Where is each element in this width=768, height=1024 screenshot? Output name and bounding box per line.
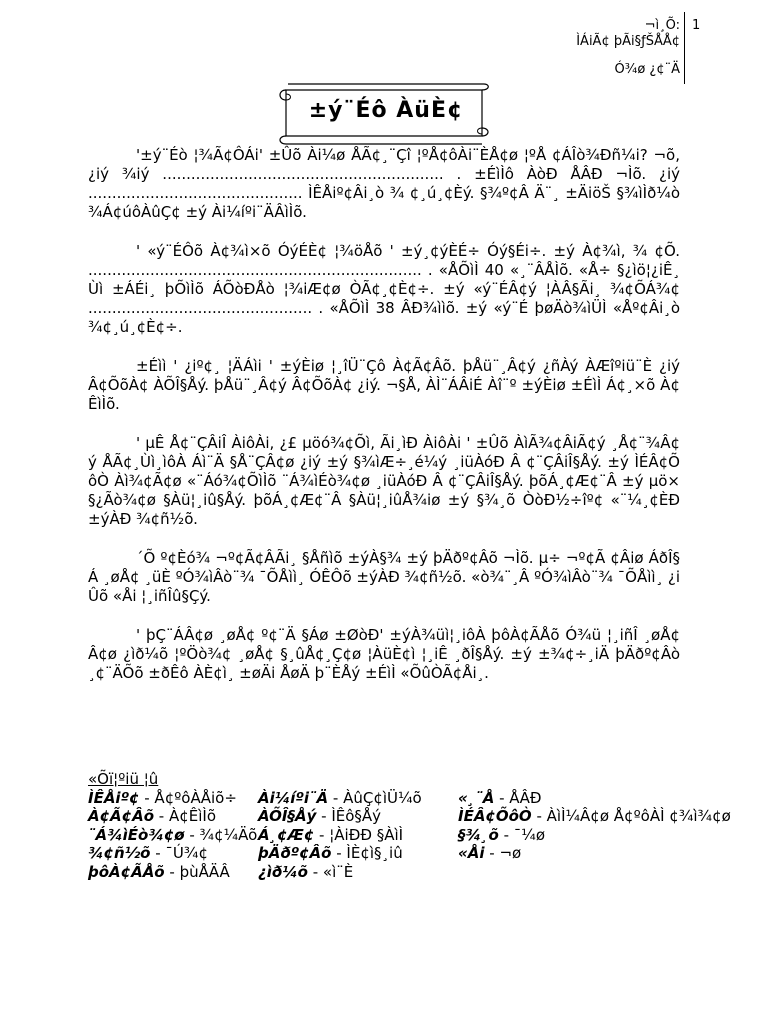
glossary-term: ¨Á¾ìÉò¾¢ø [88,825,185,844]
glossary-term: ¾¢ñ½õ [88,844,151,862]
header-class: Ó¾ø ¿¢¨Ä [614,62,680,77]
glossary-entry [88,863,258,882]
glossary-entry [258,863,458,882]
glossary-entry [458,826,658,845]
paragraph-6: ' þÇ¨ÁÂ¢ø ¸øÅ¢ º¢¨Ä §Áø ±ØòÐ' ±ýÀ¾üì¦¸iôÀ þôÀ¢ÃÅõ Ó¾ü ¦¸iñÎ ¸øÅ¢Â¢ø ¿ìð¼õ ¦ºÖò¾¢ ¸øÅ¢ §¸ûÅ¢¸Ç¢ø ¦ÀüÈ¢ì ¦¸iÊ ¸ðÎ§Åý. ±ý ±¾¢÷¸iÄ þÄðº¢Âò ¸¢¨ÄÕõ ±ðÊô ÀÈ¢ì¸ ±øÄi ÅøÄ þ¨ÈÅý ±ÉìÌ «ÕûÒÃ¢Åi¸. [88,626,680,682]
glossary-title: «Õï¦ºiü ¦û [88,770,159,788]
glossary-row [88,789,680,808]
glossary-entry [258,807,458,826]
glossary-entry [258,844,458,863]
paragraph-1: '±ý¨Éò ¦¾Ã¢ÔÁi' ±Ûõ Ài¼ø ÅÃ¢¸¨Çî ¦ºÅ¢ôÀi¨ÈÅ¢ø ¦ºÅ ¢ÁÎò¾Ðñ¼i? ¬õ, ¿iý ¾iý ........................................................... . ±ÉìÌô ÀòÐ ÅÂÐ ¬Ìõ. ¿iý ............................................. ÌÊÅiº¢Âi¸ò ¾ ¢¸ú¸¢Èý. §¾º¢Â Ä¨¸ ±ÄiöŠ §¾ìÌð¼ò ¾Á¢úôÀûÇ¢ ±ý Ài¼íºi¨ÄÂìÌõ. [88,146,680,221]
glossary-meaning: - Å¢ºôÀÅiõ÷ [139,788,237,807]
glossary-entry [88,807,258,826]
glossary-entry [458,807,731,826]
glossary [88,770,731,881]
glossary-term: «Åi [458,844,485,862]
glossary-term: þôÀ¢ÃÅõ [88,862,165,881]
glossary-rows [88,788,731,882]
glossary-term: ÀÕÎ§Åý [258,807,317,825]
glossary-meaning: - ¬ø [484,844,522,862]
glossary-row [88,826,680,845]
glossary-meaning: - ¦ÀiÐÐ §ÀìÌ [314,825,404,844]
paragraph-5: ´Õ º¢Èó¾ ¬º¢Ã¢ÂÃi¸ §Åñìõ ±ýÀ§¾ ±ý þÄðº¢Âõ ¬Ìõ. µ÷ ¬º¢Ã ¢Âiø ÁðÎ§Á ¸øÅ¢ ¸üÈ ºÓ¾ìÂò¨¾ ¯ÕÅìì¸ ÓÊÔõ ±ýÀÐ ¾¢ñ½õ. «ò¾¨¸Â ºÓ¾ìÂò¨¾ ¯ÕÅìì¸ ¿iÛõ «Åi ¦¸iñÎû§Çý. [88,549,680,605]
glossary-term: §¾¸õ [458,825,499,844]
glossary-entry [88,844,258,863]
glossary-term: À¢Ã¢Âõ [88,807,155,825]
glossary-term: Á¸¢Æ¢ [258,825,315,844]
glossary-meaning: - ÅÂÐ [494,788,542,807]
header-label: ¬ì¸Õ: [644,18,680,33]
glossary-entry [88,826,258,845]
glossary-entry [88,789,258,808]
glossary-term: Ài¼íºi¨Ä [258,788,329,807]
glossary-meaning: - ÀìÌ¼Â¢ø Å¢ºôÀÌ ¢¾ì¾¢ø [531,807,731,825]
glossary-meaning: - ÀûÇ¢ìÜ¼õ [328,788,422,807]
glossary-row [88,863,680,882]
page-header [440,18,680,78]
title-scroll [276,84,496,146]
paragraph-2: ' «ý¨ÉÔõ À¢¾ì×õ ÓýÉÈ¢ ¦¾öÅõ ' ±ý¸¢ýÈÉ÷ Óý§Éi÷. ±ý À¢¾ì, ¾ ¢Õ. ...................................................................... . «ÅÕìÌ 40 «¸¨ÂÅÌõ. «Å÷ §¿ìö¦¿iÊ¸Ùì ±ÁÉi¸ þÕìÌõ ÁÕòÐÅò ¦¾iÆ¢ø ÒÃ¢¸¢È¢÷. ±ý «ý¨ÉÂ¢ý ¦ÀÂ§Ãi¸ ¾¢ÕÁ¾¢ ............................................... . «ÅÕìÌ 38 ÂÐ¾ììõ. ±ý «ý¨É þøÄò¾ìÜÌ «Åº¢Âi¸ò ¾¢¸ú¸¢È¢÷. [88,242,680,336]
glossary-meaning: - ¾¢¼Äõ [184,825,258,844]
paragraph-3: ±Éìì ' ¿iº¢¸ ¦ÄÁìi ' ±ýÈiø ¦¸îÜ¨Çô À¢Ã¢Âõ. þÅü¨¸Â¢ý ¿ñÀý ÀÆîºiü¨È ¿iý Â¢ÕõÀ¢ ÀÕÎ§Åý. þÅü¨¸Â¢ý Â¢ÕõÀ¢ ¿iý. ¬§Å, ÀÌ¨ÁÂiÉ Àî¨º ±ýÈiø ±ÉìÌ Á¢¸×õ À¢ÊìÌõ. [88,357,680,413]
glossary-term: ÌÊÅiº¢ [88,788,140,807]
essay-body [88,146,680,703]
header-divider [684,12,685,84]
glossary-term: ¿ìð¼õ [258,862,308,881]
glossary-meaning: - «ì¨È [307,862,354,881]
glossary-entry [258,789,458,808]
glossary-meaning: - À¢ÊìÌõ [154,807,217,825]
glossary-row [88,844,680,863]
glossary-term: þÄðº¢Âõ [258,844,332,862]
glossary-entry [458,789,658,808]
glossary-meaning: - ¯¼ø [498,825,546,844]
page-number: 1 [692,18,701,33]
glossary-row [88,807,731,826]
paragraph-4: ' µÊ Å¢¨ÇÂiÎ ÀiôÀi, ¿£ µöó¾¢Õì, Ãi¸ìÐ ÀiôÀi ' ±Ûõ ÀìÃ¾¢ÂiÃ¢ý ¸Å¢¨¾Â¢ý ÅÃ¢¸Ùì¸ìôÀ Áì¨Ä §Å¨ÇÂ¢ø ¿iý ±ý §¾ìÆ÷¸é¼ý ¸iüÀóÐ Â ¢¨ÇÂiÎ§Åý. ±ý ÌÉÂ¢ÕôÒ Àì¾¢Ã¢ø «¨Áó¾¢ÕìÌõ ¨Á¾ìÉò¾¢ø ¸iüÀóÐ Â ¢¨ÇÂiÎ§Åý. þõÁ¸¢Æ¢¨Â ±ý µö× §¿Ãò¾¢ø §Àü¦¸iû§Åý. þõÁ¸¢Æ¢¨Â §Àü¦¸iûÅ¾iø ±ý §¾¸õ ÒòÐ½÷îº¢ «¨¼¸¢ÈÐ ±ýÀÐ ¾¢ñ½õ. [88,434,680,528]
glossary-term: ÌÉÂ¢ÕôÒ [458,807,532,825]
glossary-meaning: - ÌÊô§Åý [316,807,382,825]
glossary-entry [458,844,658,863]
header-name: ÌÁiÃ¢ þÃi§ƒŠÅÅ¢ [576,34,680,49]
glossary-meaning: - ¯Ú¾¢ [150,844,208,862]
glossary-meaning: - ÌÈ¢ì§¸iû [331,844,403,862]
page-title: ±ý¨Éô ÀüÈ¢ [308,98,464,123]
glossary-meaning: - þùÅÄÂ [164,862,230,881]
glossary-entry [258,826,458,845]
glossary-term: «¸¨Å [458,788,495,807]
